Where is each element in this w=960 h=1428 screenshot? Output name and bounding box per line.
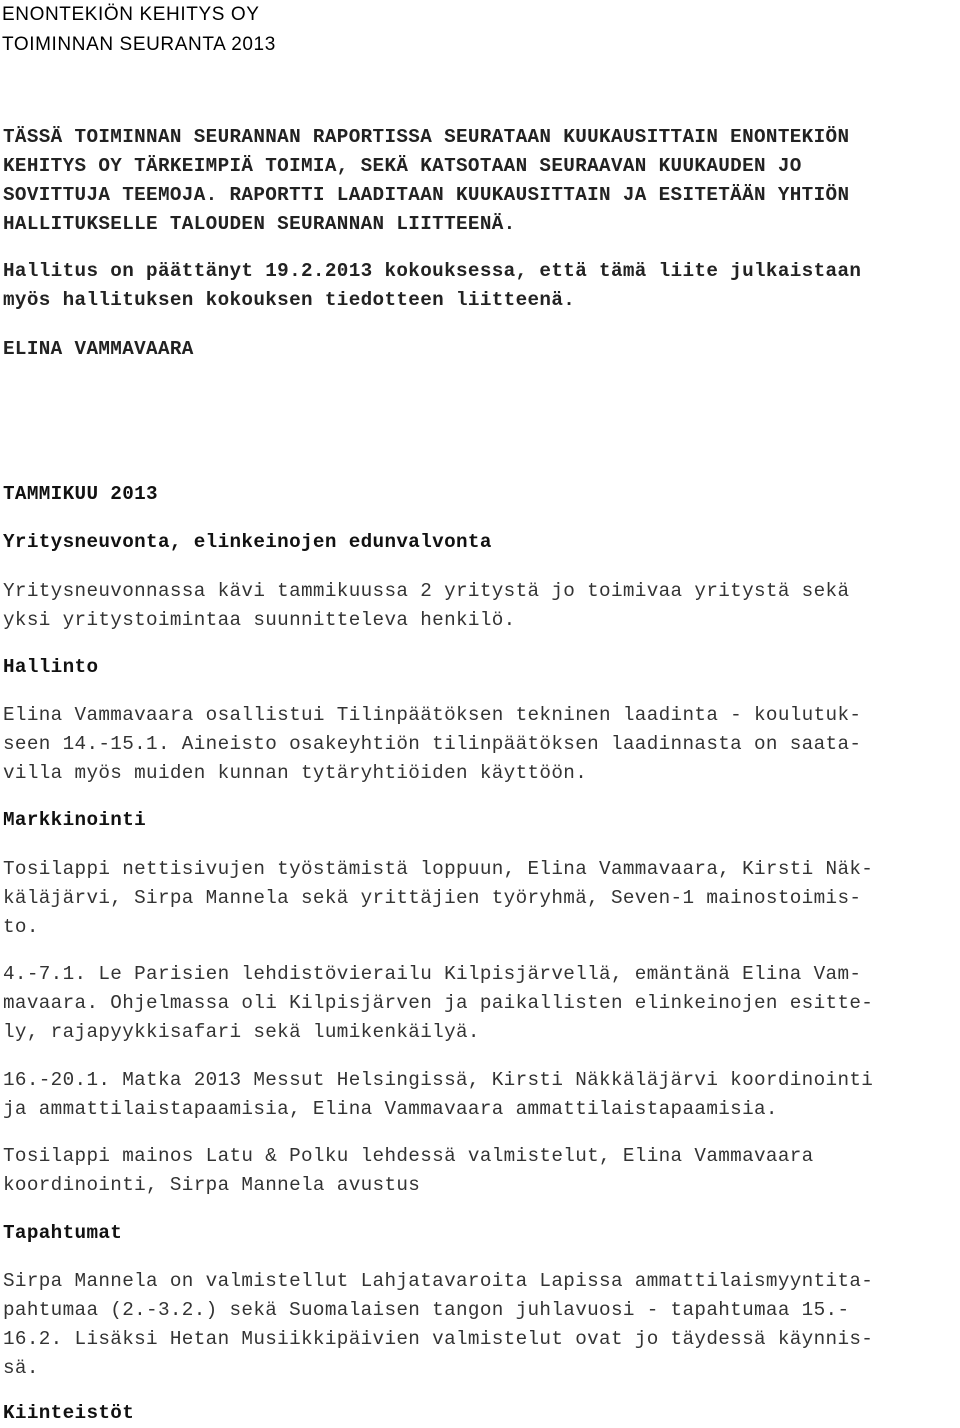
company-name: ENONTEKIÖN KEHITYS OY (2, 4, 260, 25)
body-line: seen 14.-15.1. Aineisto osakeyhtiön tilinpäätöksen laadinnasta on saata- (3, 732, 862, 755)
body-line: mavaara. Ohjelmassa oli Kilpisjärven ja paikallisten elinkeinojen esitte- (3, 991, 874, 1014)
body-line: yksi yritystoimintaa suunnitteleva henkilö. (3, 608, 516, 631)
author-name: ELINA VAMMAVAARA (3, 338, 194, 360)
intro-line: KEHITYS OY TÄRKEIMPIÄ TOIMIA, SEKÄ KATSOTAAN SEURAAVAN KUUKAUDEN JO (3, 154, 802, 177)
markkinointi-paragraph-4 (3, 1142, 955, 1200)
body-line: Yritysneuvonnassa kävi tammikuussa 2 yritystä jo toimivaa yritystä sekä (3, 580, 850, 602)
body-line: 16.-20.1. Matka 2013 Messut Helsingissä, Kirsti Näkkäläjärvi koordinointi (3, 1069, 874, 1091)
month-heading: TAMMIKUU 2013 (3, 483, 158, 505)
body-line: pahtumaa (2.-3.2.) sekä Suomalaisen tangon juhlavuosi - tapahtumaa 15.- (3, 1298, 850, 1321)
body-line: ly, rajapyykkisafari sekä lumikenkäilyä. (3, 1020, 480, 1043)
markkinointi-paragraph-3 (3, 1066, 955, 1124)
intro-line: HALLITUKSELLE TALOUDEN SEURANNAN LIITTEENÄ. (3, 212, 516, 235)
section-body-tapahtumat (3, 1267, 955, 1383)
body-line: sä. (3, 1356, 39, 1379)
section-body-yritysneuvonta (3, 577, 955, 635)
section-body-hallinto (3, 701, 955, 788)
decision-paragraph (3, 257, 955, 315)
markkinointi-paragraph-2 (3, 960, 955, 1047)
decision-line: Hallitus on päättänyt 19.2.2013 kokouksessa, että tämä liite julkaistaan (3, 260, 862, 282)
body-line: Elina Vammavaara osallistui Tilinpäätöksen tekninen laadinta - koulutuk- (3, 704, 862, 726)
body-line: Tosilappi mainos Latu & Polku lehdessä valmistelut, Elina Vammavaara (3, 1145, 814, 1167)
body-line: Sirpa Mannela on valmistellut Lahjatavaroita Lapissa ammattilaismyyntita- (3, 1270, 874, 1292)
section-heading-kiinteistot: Kiinteistöt (3, 1402, 135, 1424)
decision-line: myös hallituksen kokouksen tiedotteen liitteenä. (3, 288, 576, 311)
body-line: 16.2. Lisäksi Hetan Musiikkipäivien valmistelut ovat jo täydessä käynnis- (3, 1327, 874, 1350)
section-heading-yritysneuvonta: Yritysneuvonta, elinkeinojen edunvalvonta (3, 531, 492, 553)
section-heading-tapahtumat: Tapahtumat (3, 1222, 123, 1244)
section-heading-hallinto: Hallinto (3, 656, 99, 678)
body-line: käläjärvi, Sirpa Mannela sekä yrittäjien työryhmä, Seven-1 mainostoimis- (3, 886, 862, 909)
report-title: TOIMINNAN SEURANTA 2013 (2, 34, 276, 55)
body-line: Tosilappi nettisivujen työstämistä loppuun, Elina Vammavaara, Kirsti Näk- (3, 858, 874, 880)
markkinointi-paragraph-1 (3, 855, 955, 942)
body-line: koordinointi, Sirpa Mannela avustus (3, 1173, 421, 1196)
intro-line: SOVITTUJA TEEMOJA. RAPORTTI LAADITAAN KUUKAUSITTAIN JA ESITETÄÄN YHTIÖN (3, 183, 850, 206)
intro-paragraph (3, 123, 955, 239)
document-header (2, 0, 276, 60)
body-line: ja ammattilaistapaamisia, Elina Vammavaara ammattilaistapaamisia. (3, 1097, 778, 1120)
body-line: villa myös muiden kunnan tytäryhtiöiden käyttöön. (3, 761, 588, 784)
body-line: 4.-7.1. Le Parisien lehdistövierailu Kilpisjärvellä, emäntänä Elina Vam- (3, 963, 862, 985)
body-line: to. (3, 915, 39, 938)
intro-line: TÄSSÄ TOIMINNAN SEURANNAN RAPORTISSA SEURATAAN KUUKAUSITTAIN ENONTEKIÖN (3, 126, 850, 148)
section-heading-markkinointi: Markkinointi (3, 809, 147, 831)
